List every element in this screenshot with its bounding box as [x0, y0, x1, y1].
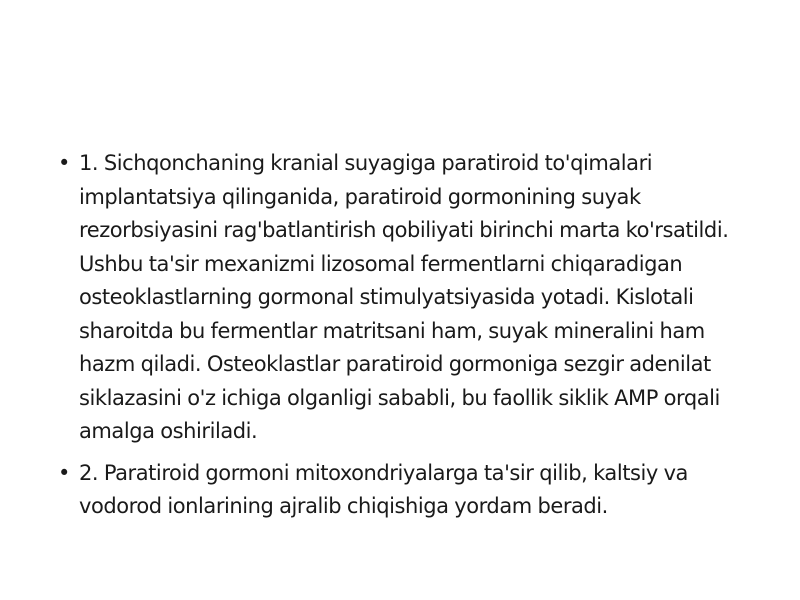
bullet-list: [58, 147, 748, 532]
bullet-icon: •: [58, 151, 70, 175]
list-item: [58, 147, 748, 449]
bullet-text: 1. Sichqonchaning kranial suyagiga paratiroid to'qimalari implantatsiya qilinganida, paratiroid gormonining suyak rezorbsiyasini rag'batlantirish qobiliyati birinchi marta ko'rsatildi. Ushbu ta'sir mexanizmi lizosomal fermentlarni chiqaradigan osteoklastlarning gormonal stimulyatsiyasida yotadi. Kislotali sharoitda bu fermentlar matritsani ham, suyak mineralini ham hazm qiladi. Osteoklastlar paratiroid gormoniga sezgir adenilat siklazasini o'z ichiga olganligi sababli, bu faollik siklik AMP orqali amalga oshiriladi.: [79, 151, 729, 443]
bullet-icon: •: [58, 460, 70, 485]
list-item: [58, 457, 748, 524]
bullet-text: 2. Paratiroid gormoni mitoxondriyalarga ta'sir qilib, kaltsiy va vodorod ionlarining ajralib chiqishiga yordam beradi.: [79, 460, 688, 518]
